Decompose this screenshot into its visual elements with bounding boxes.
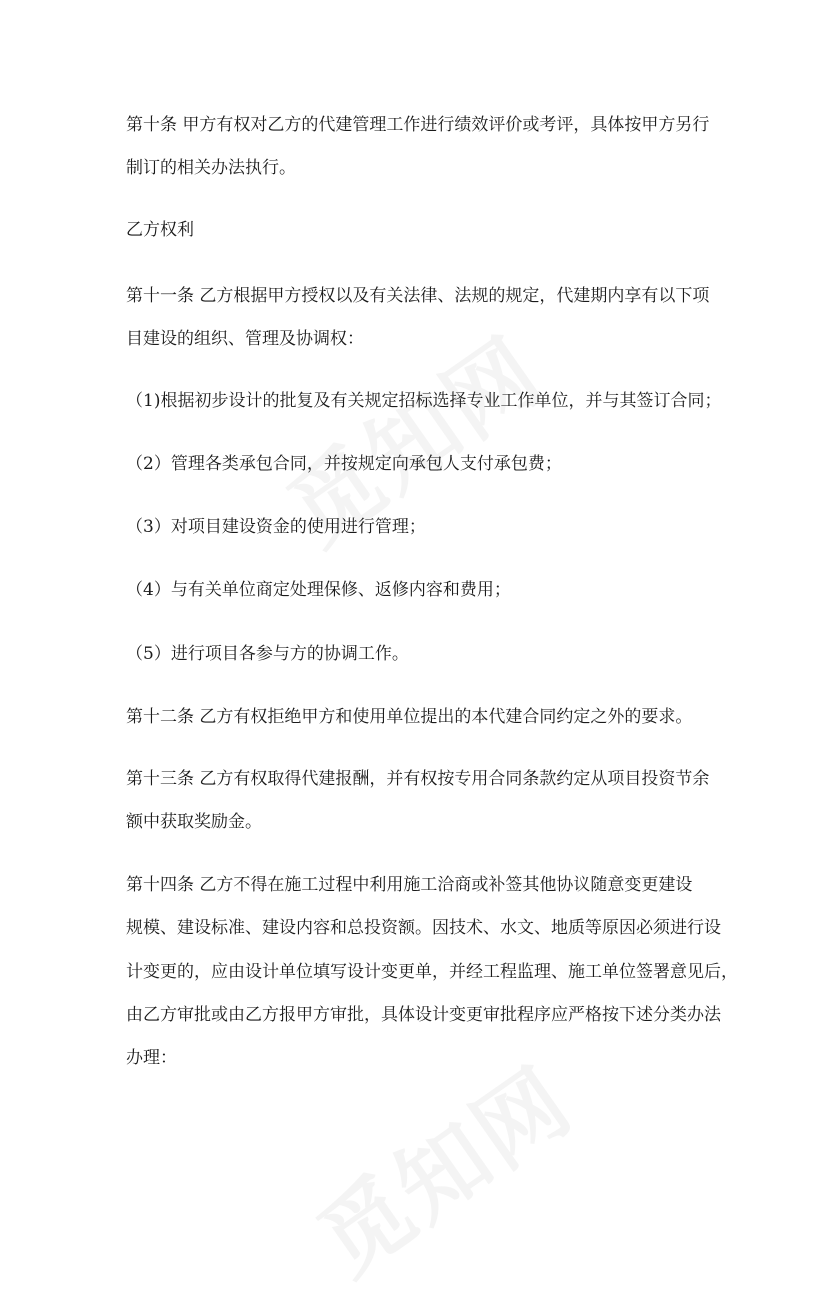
list-item-4: （4）与有关单位商定处理保修、返修内容和费用； xyxy=(126,580,511,600)
watermark xyxy=(288,1031,594,1299)
list-item-3: （3）对项目建设资金的使用进行管理； xyxy=(126,517,426,537)
article-14-line-2: 规模、建设标准、建设内容和总投资额。因技术、水文、地质等原因必须进行设 xyxy=(126,918,721,938)
article-13-line-1: 第十三条 乙方有权取得代建报酬，并有权按专用合同条款约定从项目投资节余 xyxy=(126,769,710,789)
article-13-line-2: 额中获取奖励金。 xyxy=(126,812,262,832)
article-14-line-1: 第十四条 乙方不得在施工过程中利用施工洽商或补签其他协议随意变更建设 xyxy=(126,875,693,895)
article-14-line-4: 由乙方审批或由乙方报甲方审批，具体设计变更审批程序应严格按下述分类办法 xyxy=(126,1005,721,1025)
article-11-line-1: 第十一条 乙方根据甲方授权以及有关法律、法规的规定，代建期内享有以下项 xyxy=(126,286,710,306)
article-10-line-1: 第十条 甲方有权对乙方的代建管理工作进行绩效评价或考评，具体按甲方另行 xyxy=(126,115,710,135)
list-item-1: （1)根据初步设计的批复及有关规定招标选择专业工作单位，并与其签订合同； xyxy=(126,391,722,411)
article-12-line-1: 第十二条 乙方有权拒绝甲方和使用单位提出的本代建合同约定之外的要求。 xyxy=(126,707,693,727)
article-10-line-2: 制订的相关办法执行。 xyxy=(126,158,296,178)
article-14-line-5: 办理： xyxy=(126,1048,177,1068)
article-11-line-2: 目建设的组织、管理及协调权： xyxy=(126,329,364,349)
list-item-5: （5）进行项目各参与方的协调工作。 xyxy=(126,644,409,664)
list-item-2: （2）管理各类承包合同，并按规定向承包人支付承包费； xyxy=(126,454,562,474)
article-14-line-3: 计变更的，应由设计单位填写设计变更单，并经工程监理、施工单位签署意见后， xyxy=(126,962,738,982)
section-heading-party-b-rights: 乙方权利 xyxy=(126,220,194,240)
